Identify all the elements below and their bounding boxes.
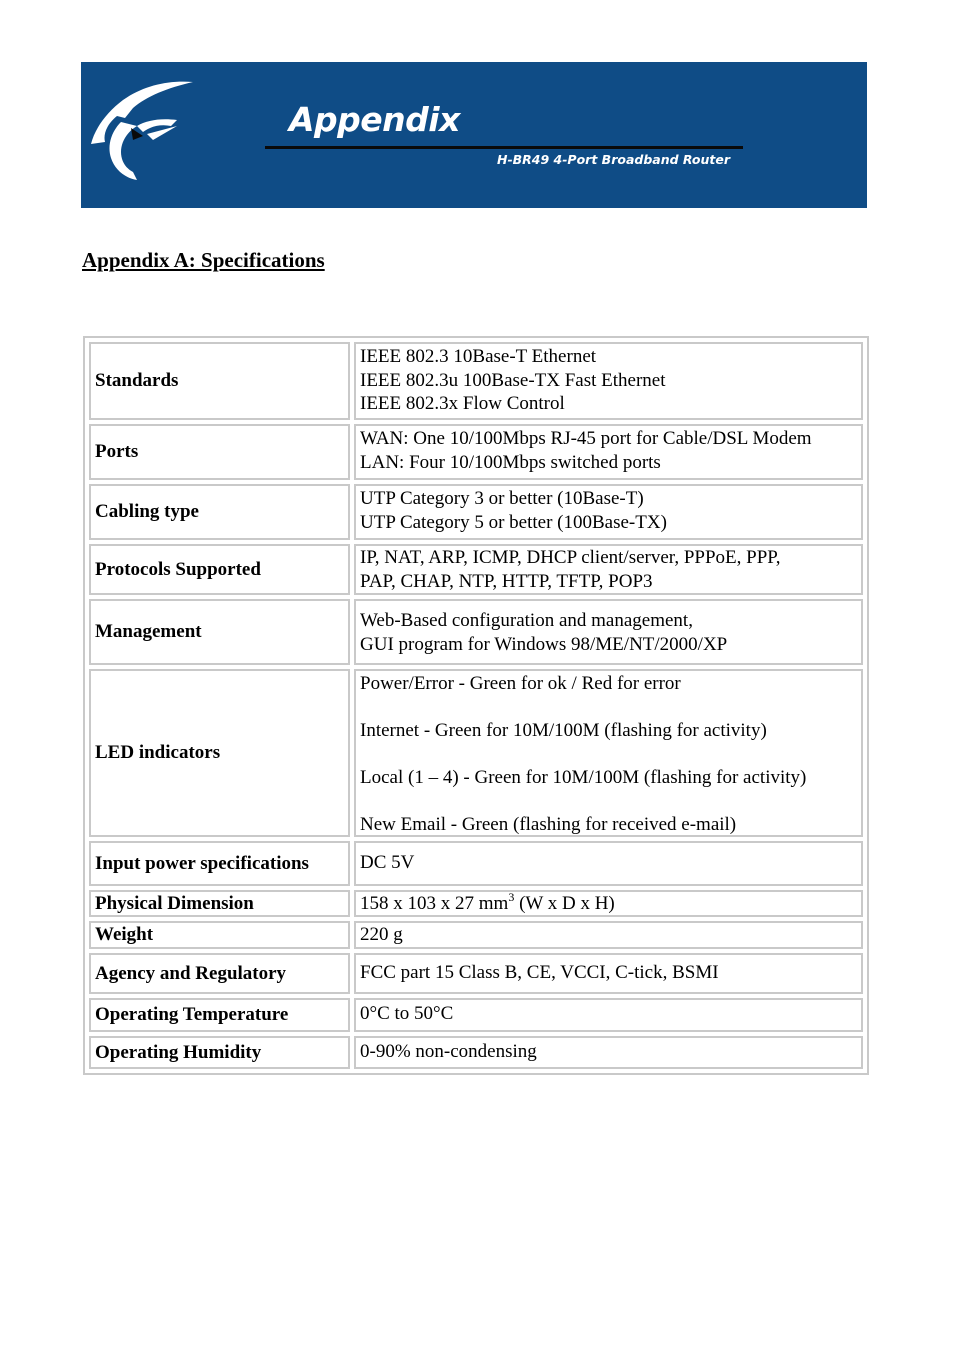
section-heading: Appendix A: Specifications	[82, 248, 325, 272]
spec-table	[83, 336, 869, 1075]
spec-value-line: IEEE 802.3u 100Base-TX Fast Ethernet	[360, 369, 666, 391]
spec-value-line: PAP, CHAP, NTP, HTTP, TFTP, POP3	[360, 570, 653, 592]
spec-value-text: (W x D x H)	[514, 893, 615, 914]
spec-label: Operating Humidity	[89, 1036, 350, 1069]
table-row	[89, 841, 863, 886]
banner-rule	[265, 146, 743, 149]
spec-value-line: 220 g	[360, 924, 403, 945]
spec-value-line: Local (1 – 4) - Green for 10M/100M (flashing for activity)	[360, 767, 807, 788]
table-row	[89, 669, 863, 837]
spec-value-line: Internet - Green for 10M/100M (flashing for activity)	[360, 720, 767, 741]
table-row	[89, 544, 863, 595]
spec-label: Operating Temperature	[89, 998, 350, 1032]
eagle-logo-icon	[81, 62, 281, 208]
table-row	[89, 953, 863, 994]
spec-value	[354, 921, 863, 949]
spec-value	[354, 424, 863, 480]
spec-label: Protocols Supported	[89, 544, 350, 595]
table-row	[89, 342, 863, 420]
spec-value	[354, 484, 863, 540]
spec-value	[354, 544, 863, 595]
spec-value	[354, 342, 863, 420]
spec-value-text: 158 x 103 x 27 mm	[360, 893, 509, 914]
spec-value	[354, 1036, 863, 1069]
spec-value	[354, 599, 863, 665]
spec-value-line: Web-Based configuration and management,	[360, 610, 693, 631]
spec-value-line: IEEE 802.3 10Base-T Ethernet	[360, 346, 597, 367]
spec-value-line: LAN: Four 10/100Mbps switched ports	[360, 451, 661, 473]
spec-value	[354, 998, 863, 1032]
spec-label: Physical Dimension	[89, 890, 350, 917]
table-row	[89, 599, 863, 665]
spec-value-line: UTP Category 5 or better (100Base-TX)	[360, 511, 667, 533]
spec-value-line: WAN: One 10/100Mbps RJ-45 port for Cable/DSL Modem	[360, 428, 812, 449]
spec-value	[354, 890, 863, 917]
banner-subtitle: H-BR49 4-Port Broadband Router	[497, 152, 731, 167]
spec-label: Input power specifications	[89, 841, 350, 886]
spec-label: LED indicators	[89, 669, 350, 837]
spec-value-line: UTP Category 3 or better (10Base-T)	[360, 488, 644, 509]
spec-label: Cabling type	[89, 484, 350, 540]
spec-label: Standards	[89, 342, 350, 420]
spec-value-line: Power/Error - Green for ok / Red for error	[360, 673, 681, 694]
spec-value	[354, 841, 863, 886]
spec-value-line: 0-90% non-condensing	[360, 1041, 537, 1062]
spec-value	[354, 953, 863, 994]
spec-value	[354, 669, 863, 837]
spec-label: Management	[89, 599, 350, 665]
table-row	[89, 484, 863, 540]
spec-label: Ports	[89, 424, 350, 480]
spec-value-line: DC 5V	[360, 852, 415, 873]
table-row	[89, 998, 863, 1032]
spec-value-line: IEEE 802.3x Flow Control	[360, 393, 565, 414]
spec-value-line: IP, NAT, ARP, ICMP, DHCP client/server, PPPoE, PPP,	[360, 547, 781, 568]
spec-value-line: FCC part 15 Class B, CE, VCCI, C-tick, BSMI	[360, 962, 719, 983]
table-row	[89, 890, 863, 917]
table-row	[89, 424, 863, 480]
spec-label: Agency and Regulatory	[89, 953, 350, 994]
spec-label: Weight	[89, 921, 350, 949]
table-row	[89, 1036, 863, 1069]
table-row	[89, 921, 863, 949]
banner-title: Appendix	[289, 100, 460, 139]
spec-value-superscript: 3	[508, 890, 515, 904]
spec-value-line: 0°C to 50°C	[360, 1003, 454, 1024]
appendix-banner	[81, 62, 867, 208]
spec-value-line: New Email - Green (flashing for received e-mail)	[360, 814, 737, 835]
spec-value-line: GUI program for Windows 98/ME/NT/2000/XP	[360, 633, 728, 655]
